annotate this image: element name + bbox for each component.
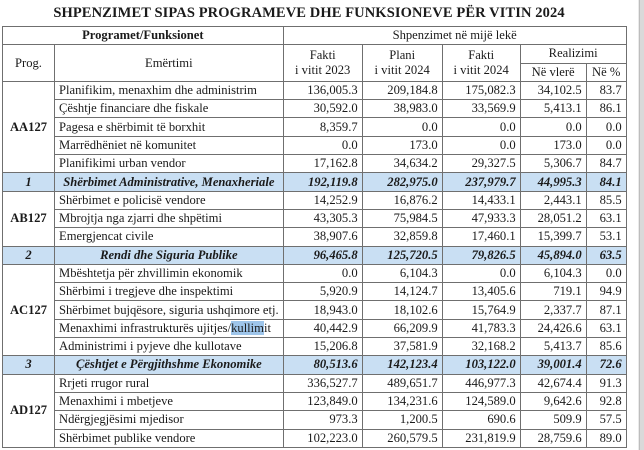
program-code: AC127 [3, 264, 55, 355]
table-row [3, 374, 627, 392]
function-name-cell: Marrëdhëniet në komunitet [55, 136, 284, 154]
program-total-row [3, 246, 627, 264]
total-realizimi-pct-cell: 63.5 [586, 246, 626, 264]
selected-text[interactable]: kullim [231, 320, 264, 335]
table-row [3, 191, 627, 209]
total-fakti-2024-cell: 79,826.5 [442, 246, 520, 264]
program-total-row [3, 173, 627, 191]
realizimi-vlere-cell: 5,306.7 [520, 155, 586, 173]
fakti-2023-cell: 18,943.0 [283, 301, 362, 319]
total-plani-2024-cell: 282,975.0 [362, 173, 442, 191]
program-total-name: Rendi dhe Siguria Publike [55, 246, 284, 264]
plani-2024-cell: 32,859.8 [362, 228, 442, 246]
fakti-2024-cell: 32,168.2 [442, 338, 520, 356]
header-group-row [3, 27, 627, 45]
table-row [3, 283, 627, 301]
realizimi-vlere-cell: 173.0 [520, 136, 586, 154]
plani-2024-cell: 14,124.7 [362, 283, 442, 301]
plani-2024-cell: 16,876.2 [362, 191, 442, 209]
table-row [3, 136, 627, 154]
realizimi-pct-cell: 92.8 [586, 392, 626, 410]
total-plani-2024-cell: 142,123.4 [362, 356, 442, 374]
realizimi-vlere-cell: 5,413.7 [520, 338, 586, 356]
table-row [3, 155, 627, 173]
total-fakti-2023-cell: 192,119.8 [283, 173, 362, 191]
function-name-cell: Rrjeti rrugor rural [55, 374, 284, 392]
plani-2024-cell: 34,634.2 [362, 155, 442, 173]
table-row [3, 319, 627, 337]
fakti-2023-cell: 0.0 [283, 136, 362, 154]
table-row [3, 338, 627, 356]
fakti-2023-cell: 43,305.3 [283, 209, 362, 227]
realizimi-vlere-cell: 42,674.4 [520, 374, 586, 392]
header-columns-row [3, 45, 627, 63]
realizimi-pct-cell: 91.3 [586, 374, 626, 392]
fakti-2023-cell: 123,849.0 [283, 392, 362, 410]
table-body [3, 81, 627, 447]
function-name-cell [55, 319, 284, 337]
realizimi-pct-cell: 86.1 [586, 100, 626, 118]
fakti-2024-cell: 690.6 [442, 411, 520, 429]
table-row [3, 429, 627, 447]
fakti-2024-cell: 15,764.9 [442, 301, 520, 319]
table-row [3, 301, 627, 319]
realizimi-pct-cell: 85.6 [586, 338, 626, 356]
realizimi-vlere-cell: 24,426.6 [520, 319, 586, 337]
fakti-2024-cell: 446,977.3 [442, 374, 520, 392]
plani-2024-cell: 1,200.5 [362, 411, 442, 429]
realizimi-pct-cell: 63.1 [586, 319, 626, 337]
fakti-2023-cell: 38,907.6 [283, 228, 362, 246]
realizimi-vlere-cell: 5,413.1 [520, 100, 586, 118]
total-plani-2024-cell: 125,720.5 [362, 246, 442, 264]
realizimi-vlere-cell: 2,443.1 [520, 191, 586, 209]
fakti-2024-cell: 29,327.5 [442, 155, 520, 173]
header-plani-2024-line1: Plani [389, 48, 416, 63]
total-realizimi-vlere-cell: 45,894.0 [520, 246, 586, 264]
total-fakti-2024-cell: 103,122.0 [442, 356, 520, 374]
fakti-2024-cell: 33,569.9 [442, 100, 520, 118]
plani-2024-cell: 37,581.9 [362, 338, 442, 356]
header-fakti-2024 [442, 45, 520, 82]
plani-2024-cell: 134,231.6 [362, 392, 442, 410]
fakti-2023-cell: 0.0 [283, 264, 362, 282]
fakti-2024-cell: 231,819.9 [442, 429, 520, 447]
total-realizimi-pct-cell: 72.6 [586, 356, 626, 374]
realizimi-vlere-cell: 0.0 [520, 118, 586, 136]
program-code: AB127 [3, 191, 55, 246]
program-code: AD127 [3, 374, 55, 447]
program-total-row [3, 356, 627, 374]
plani-2024-cell: 260,579.5 [362, 429, 442, 447]
header-plani-2024-line2: i vitit 2024 [374, 63, 430, 78]
realizimi-pct-cell: 53.1 [586, 228, 626, 246]
function-name-part: Menaxhimi infrastrukturës ujitjes/ [59, 320, 232, 335]
fakti-2024-cell: 47,933.3 [442, 209, 520, 227]
realizimi-vlere-cell: 2,337.7 [520, 301, 586, 319]
table-row [3, 392, 627, 410]
function-name-cell: Ndërgjegjësimi mjedisor [55, 411, 284, 429]
expenditure-table [2, 26, 627, 448]
plani-2024-cell: 489,651.7 [362, 374, 442, 392]
plani-2024-cell: 0.0 [362, 118, 442, 136]
realizimi-pct-cell: 84.7 [586, 155, 626, 173]
function-name-cell: Menaxhimi i mbetjeve [55, 392, 284, 410]
function-name-cell: Shërbimet bujqësore, siguria ushqimore etj. [55, 301, 284, 319]
program-total-name: Shërbimet Administrative, Menaxheriale [55, 173, 284, 191]
fakti-2023-cell: 30,592.0 [283, 100, 362, 118]
function-name-cell: Mbështetja për zhvillimin ekonomik [55, 264, 284, 282]
realizimi-vlere-cell: 509.9 [520, 411, 586, 429]
function-name-cell: Administrimi i pyjeve dhe kullotave [55, 338, 284, 356]
vertical-scrollbar[interactable] [639, 0, 644, 450]
header-fakti-2023-line1: Fakti [309, 48, 336, 63]
fakti-2024-cell: 0.0 [442, 136, 520, 154]
plani-2024-cell: 6,104.3 [362, 264, 442, 282]
table-row [3, 209, 627, 227]
fakti-2023-cell: 15,206.8 [283, 338, 362, 356]
fakti-2024-cell: 17,460.1 [442, 228, 520, 246]
function-name-cell: Emergjencat civile [55, 228, 284, 246]
header-fakti-2023-line2: i vitit 2023 [295, 63, 351, 78]
realizimi-pct-cell: 63.1 [586, 209, 626, 227]
program-code: AA127 [3, 81, 55, 172]
header-realizimi: Realizimi [520, 45, 626, 63]
header-fakti-2023 [283, 45, 362, 82]
header-programs-functions: Programet/Funksionet [3, 27, 284, 45]
realizimi-pct-cell: 85.5 [586, 191, 626, 209]
function-name-cell: Shërbimi i tregjeve dhe inspektimi [55, 283, 284, 301]
fakti-2023-cell: 8,359.7 [283, 118, 362, 136]
table-row [3, 264, 627, 282]
header-ne-vlere: Në vlerë [520, 63, 586, 81]
total-fakti-2023-cell: 80,513.6 [283, 356, 362, 374]
fakti-2023-cell: 136,005.3 [283, 81, 362, 99]
realizimi-pct-cell: 94.9 [586, 283, 626, 301]
fakti-2024-cell: 14,433.1 [442, 191, 520, 209]
realizimi-pct-cell: 57.5 [586, 411, 626, 429]
header-name: Emërtimi [55, 45, 284, 82]
realizimi-vlere-cell: 28,759.6 [520, 429, 586, 447]
plani-2024-cell: 173.0 [362, 136, 442, 154]
fakti-2023-cell: 40,442.9 [283, 319, 362, 337]
function-name-cell: Planifikim, menaxhim dhe administrim [55, 81, 284, 99]
program-number: 3 [3, 356, 55, 374]
table-row [3, 228, 627, 246]
program-number: 1 [3, 173, 55, 191]
fakti-2024-cell: 0.0 [442, 264, 520, 282]
header-expenditures: Shpenzimet në mijë lekë [283, 27, 626, 45]
plani-2024-cell: 209,184.8 [362, 81, 442, 99]
fakti-2023-cell: 102,223.0 [283, 429, 362, 447]
total-fakti-2024-cell: 237,979.7 [442, 173, 520, 191]
function-name-cell: Shërbimet publike vendore [55, 429, 284, 447]
total-realizimi-vlere-cell: 44,995.3 [520, 173, 586, 191]
realizimi-pct-cell: 83.7 [586, 81, 626, 99]
plani-2024-cell: 66,209.9 [362, 319, 442, 337]
function-name-cell: Mbrojtja nga zjarri dhe shpëtimi [55, 209, 284, 227]
realizimi-vlere-cell: 9,642.6 [520, 392, 586, 410]
realizimi-vlere-cell: 15,399.7 [520, 228, 586, 246]
fakti-2024-cell: 13,405.6 [442, 283, 520, 301]
realizimi-vlere-cell: 6,104.3 [520, 264, 586, 282]
plani-2024-cell: 38,983.0 [362, 100, 442, 118]
total-realizimi-vlere-cell: 39,001.4 [520, 356, 586, 374]
fakti-2023-cell: 14,252.9 [283, 191, 362, 209]
function-name-cell: Çështje financiare dhe fiskale [55, 100, 284, 118]
table-row [3, 81, 627, 99]
fakti-2023-cell: 5,920.9 [283, 283, 362, 301]
total-realizimi-pct-cell: 84.1 [586, 173, 626, 191]
function-name-part: it [263, 320, 271, 335]
program-number: 2 [3, 246, 55, 264]
table-row [3, 100, 627, 118]
total-fakti-2023-cell: 96,465.8 [283, 246, 362, 264]
fakti-2023-cell: 17,162.8 [283, 155, 362, 173]
realizimi-vlere-cell: 34,102.5 [520, 81, 586, 99]
table-row [3, 118, 627, 136]
page-title: SHPENZIMET SIPAS PROGRAMEVE DHE FUNKSIONEVE PËR VITIN 2024 [53, 5, 565, 21]
function-name-cell: Pagesa e shërbimit të borxhit [55, 118, 284, 136]
plani-2024-cell: 18,102.6 [362, 301, 442, 319]
realizimi-pct-cell: 0.0 [586, 118, 626, 136]
function-name-cell: Shërbimet e policisë vendore [55, 191, 284, 209]
fakti-2024-cell: 0.0 [442, 118, 520, 136]
header-fakti-2024-line1: Fakti [468, 48, 495, 63]
fakti-2024-cell: 41,783.3 [442, 319, 520, 337]
header-plani-2024 [362, 45, 442, 82]
realizimi-vlere-cell: 719.1 [520, 283, 586, 301]
header-prog: Prog. [3, 45, 55, 82]
program-total-name: Çështjet e Përgjithshme Ekonomike [55, 356, 284, 374]
header-ne-perqind: Në % [586, 63, 626, 81]
fakti-2023-cell: 973.3 [283, 411, 362, 429]
realizimi-pct-cell: 89.0 [586, 429, 626, 447]
plani-2024-cell: 75,984.5 [362, 209, 442, 227]
fakti-2024-cell: 124,589.0 [442, 392, 520, 410]
realizimi-pct-cell: 0.0 [586, 136, 626, 154]
fakti-2023-cell: 336,527.7 [283, 374, 362, 392]
fakti-2024-cell: 175,082.3 [442, 81, 520, 99]
realizimi-vlere-cell: 28,051.2 [520, 209, 586, 227]
function-name-cell: Planifikimi urban vendor [55, 155, 284, 173]
header-fakti-2024-line2: i vitit 2024 [453, 63, 509, 78]
realizimi-pct-cell: 0.0 [586, 264, 626, 282]
table-row [3, 411, 627, 429]
realizimi-pct-cell: 87.1 [586, 301, 626, 319]
